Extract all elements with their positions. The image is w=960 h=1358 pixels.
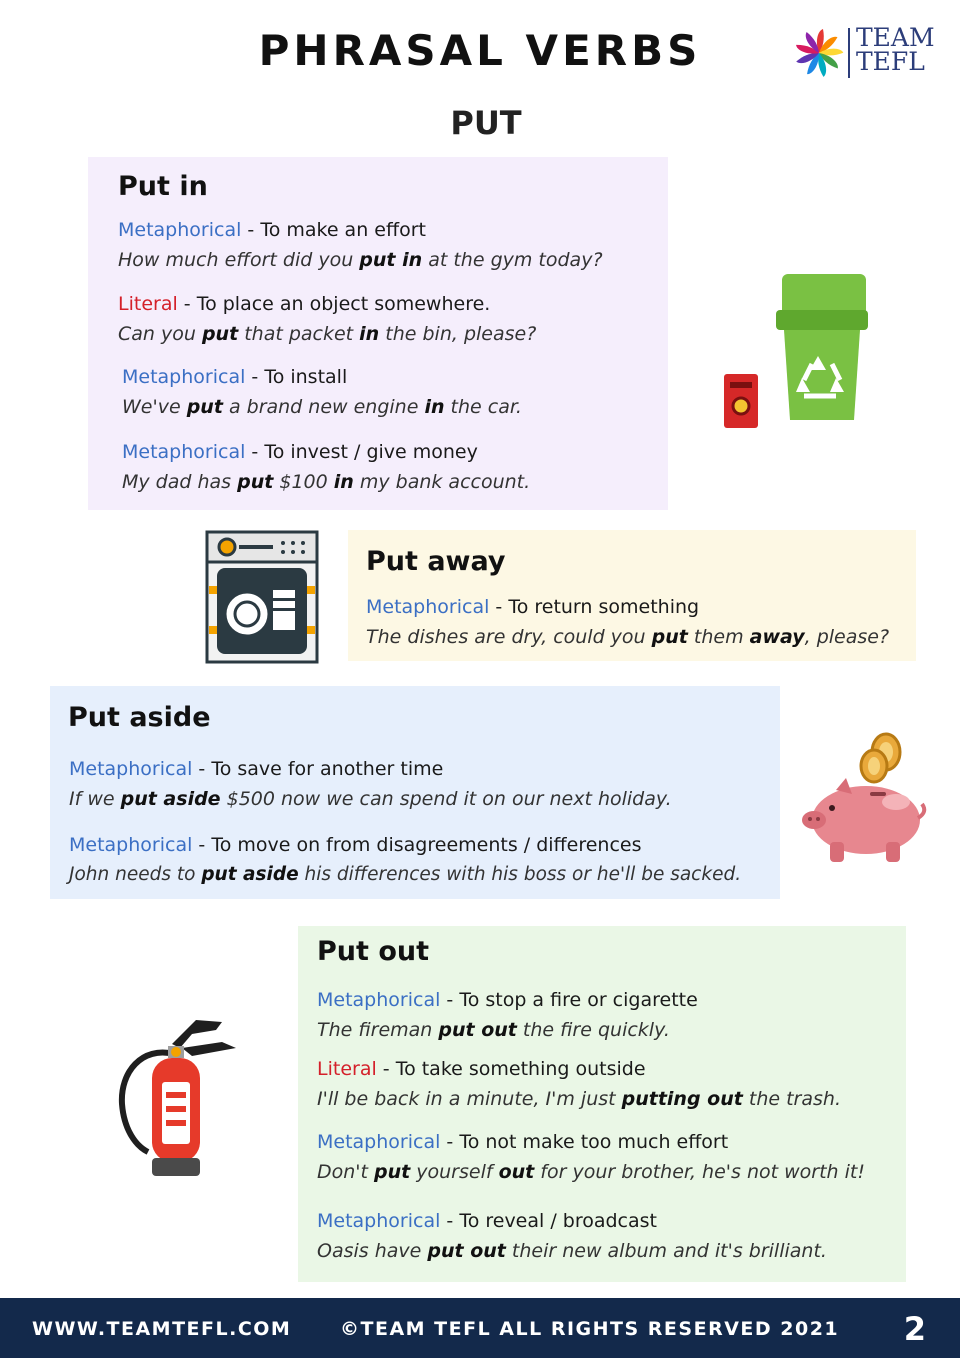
- page-title: PHRASAL VERBS: [258, 26, 702, 75]
- sense-line: Metaphorical - To stop a fire or cigarette: [317, 989, 698, 1011]
- sense-line: Metaphorical - To return something: [366, 596, 700, 618]
- sense-meaning: To save for another time: [211, 758, 444, 780]
- example-sentence: Don't put yourself out for your brother, he's not worth it!: [317, 1161, 865, 1183]
- section-put-aside: [50, 686, 780, 899]
- sense-meaning: To not make too much effort: [459, 1131, 729, 1153]
- section-heading: Put aside: [68, 702, 211, 733]
- sense-line: Metaphorical - To install: [122, 366, 348, 388]
- sense-meaning: To return something: [508, 596, 700, 618]
- sense-type-label: Metaphorical: [317, 1210, 441, 1232]
- section-heading: Put in: [118, 171, 208, 202]
- fire-extinguisher-icon: [112, 1012, 242, 1182]
- example-sentence: The fireman put out the fire quickly.: [317, 1019, 670, 1041]
- logo-line-team: TEAM: [856, 23, 935, 52]
- footer-copyright: ©TEAM TEFL ALL RIGHTS RESERVED 2021: [340, 1318, 840, 1340]
- sense-type-label: Metaphorical: [122, 366, 246, 388]
- sense-meaning: To make an effort: [260, 219, 426, 241]
- footer-bar: [0, 1298, 960, 1358]
- sense-type-label: Literal: [317, 1058, 377, 1080]
- example-sentence: The dishes are dry, could you put them away, please?: [366, 626, 890, 648]
- sense-meaning: To stop a fire or cigarette: [459, 989, 698, 1011]
- logo-divider: [848, 28, 850, 78]
- sense-line: Metaphorical - To make an effort: [118, 219, 426, 241]
- sense-meaning: To move on from disagreements / differences: [211, 834, 642, 856]
- sense-type-label: Literal: [118, 293, 178, 315]
- section-put-out: [298, 926, 906, 1282]
- example-sentence: Oasis have put out their new album and it's brilliant.: [317, 1240, 827, 1262]
- example-sentence: I'll be back in a minute, I'm just putting out the trash.: [317, 1088, 841, 1110]
- sense-meaning: To place an object somewhere.: [196, 293, 491, 315]
- sense-type-label: Metaphorical: [317, 1131, 441, 1153]
- dishwasher-icon: [205, 530, 319, 664]
- sense-line: Metaphorical - To reveal / broadcast: [317, 1210, 657, 1232]
- example-sentence: Can you put that packet in the bin, please?: [118, 323, 537, 345]
- sense-meaning: To take something outside: [395, 1058, 646, 1080]
- logo-line-tefl: TEFL: [856, 47, 925, 76]
- recycle-bin-icon: [720, 270, 872, 436]
- sense-line: Metaphorical - To invest / give money: [122, 441, 478, 463]
- section-put-in: [88, 157, 668, 510]
- sense-type-label: Metaphorical: [69, 758, 193, 780]
- sense-line: Literal - To place an object somewhere.: [118, 293, 491, 315]
- example-sentence: If we put aside $500 now we can spend it on our next holiday.: [69, 788, 672, 810]
- sense-line: Literal - To take something outside: [317, 1058, 646, 1080]
- section-heading: Put away: [366, 546, 506, 577]
- example-sentence: My dad has put $100 in my bank account.: [122, 471, 531, 493]
- sense-line: Metaphorical - To move on from disagreements / differences: [69, 834, 642, 856]
- sense-type-label: Metaphorical: [69, 834, 193, 856]
- sense-meaning: To install: [264, 366, 348, 388]
- section-heading: Put out: [317, 936, 429, 967]
- section-put-away: [348, 530, 916, 661]
- sense-type-label: Metaphorical: [118, 219, 242, 241]
- piggy-bank-icon: [800, 730, 930, 870]
- page-number: 2: [903, 1310, 926, 1348]
- team-tefl-logo: [792, 23, 942, 82]
- sense-line: Metaphorical - To save for another time: [69, 758, 444, 780]
- sense-type-label: Metaphorical: [366, 596, 490, 618]
- example-sentence: We've put a brand new engine in the car.: [122, 396, 522, 418]
- sense-type-label: Metaphorical: [122, 441, 246, 463]
- sense-line: Metaphorical - To not make too much effort: [317, 1131, 729, 1153]
- sense-type-label: Metaphorical: [317, 989, 441, 1011]
- sense-meaning: To reveal / broadcast: [459, 1210, 657, 1232]
- example-sentence: John needs to put aside his differences with his boss or he'll be sacked.: [69, 864, 742, 885]
- example-sentence: How much effort did you put in at the gym today?: [118, 249, 603, 271]
- logo-text: [856, 23, 935, 76]
- footer-website-link[interactable]: WWW.TEAMTEFL.COM: [32, 1318, 292, 1340]
- flower-logo-icon: [792, 26, 846, 80]
- page-subtitle: PUT: [450, 104, 522, 142]
- sense-meaning: To invest / give money: [264, 441, 478, 463]
